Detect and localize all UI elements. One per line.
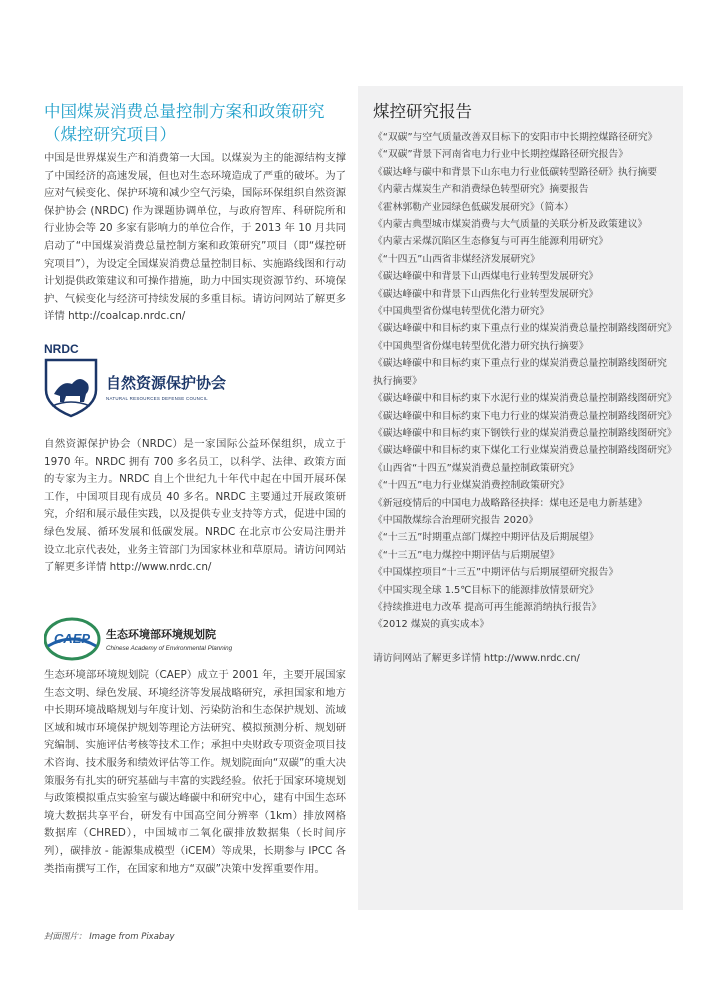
report-item: 《“双碳”与空气质量改善双目标下的安阳市中长期控煤路径研究》 bbox=[373, 132, 658, 143]
project-title-line1: 中国煤炭消费总量控制方案和政策研究 bbox=[44, 102, 325, 121]
reports-title: 煤控研究报告 bbox=[373, 102, 472, 121]
project-description: 中国是世界煤炭生产和消费第一大国。以煤炭为主的能源结构支撑了中国经济的高速发展，但也对生态环境造成了严重的破坏。为了应对气候变化、保护环境和减少空气污染，国际环保组织自然资源保护协会 (NRDC) 作为课题协调单位，与政府智库、科研院所和行业协会等 20 多家有影响力的单位合作，于 2013 年 10 月共同启动了“中国煤炭消费总量控制方案和政策研究”项目（即“煤控研究项目”），为设定全国煤炭消费总量控制目标、实施路线图和行动计划提供政策建议和可操作措施，助力中国实现资源节约、环境保护、气候变化与经济可持续发展的多重目标。请访问网站了解更多详情 http://coalcap.nrdc.cn/ bbox=[44, 152, 346, 323]
nrdc-description: 自然资源保护协会（NRDC）是一家国际公益环保组织，成立于 1970 年。NRDC 拥有 700 多名员工，以科学、法律、政策方面的专家为主力。NRDC 自上个世纪九十年代中起在中国开展环保工作，中国项目现有成员 40 多名。NRDC 主要通过开展政策研究，介绍和展示最佳实践，以及提供专业支持等方式，促进中国的绿色发展、循环发展和低碳发展。NRDC 在北京市公安局注册并设立北京代表处，业务主管部门为国家林业和草原局。请访问网站了解更多详情 http://www.nrdc.cn/ bbox=[44, 438, 346, 574]
project-title-line2: （煤控研究项目） bbox=[44, 125, 176, 144]
wave-icon bbox=[52, 402, 90, 406]
report-item: 《碳达峰碳中和目标约束下钢铁行业的煤炭消费总量控制路线图研究》 bbox=[373, 427, 677, 439]
report-item: 《中国实现全球 1.5℃目标下的能源排放情景研究》 bbox=[373, 584, 599, 596]
report-item: 《新冠疫情后的中国电力战略路径抉择：煤电还是电力新基建》 bbox=[373, 497, 648, 509]
report-item: 《“十四五”电力行业煤炭消费控制政策研究》 bbox=[373, 480, 570, 492]
caep-logo bbox=[44, 616, 294, 662]
nrdc-name-en: NATURAL RESOURCES DEFENSE COUNCIL bbox=[106, 396, 208, 401]
report-item: 《碳达峰碳中和目标约束下重点行业的煤炭消费总量控制路线图研究执行摘要》 bbox=[373, 358, 667, 387]
project-title bbox=[44, 100, 346, 146]
report-item: 《内蒙古典型城市煤炭消费与大气质量的关联分析及政策建议》 bbox=[373, 219, 648, 231]
report-item: 《2012 煤炭的真实成本》 bbox=[373, 619, 490, 631]
report-item: 《中国典型省份煤电转型优化潜力研究》 bbox=[373, 306, 550, 318]
nrdc-logo bbox=[44, 340, 294, 420]
caep-description: 生态环境部环境规划院（CAEP）成立于 2001 年，主要开展国家生态文明、绿色发展、环境经济等发展战略研究，承担国家和地方中长期环境战略规划与年度计划、污染防治和生态保护规划、流域区域和城市环境保护规划等理论方法研究、模拟预测分析、规划研究编制、实施评估考核等技术工作；承担中央财政专项资金项目技术咨询、技术服务和绩效评估等工作。规划院面向“双碳”的重大决策服务有扎实的研究基础与丰富的实践经验。依托于国家环境规划与政策模拟重点实验室与碳达峰碳中和研究中心，建有中国生态环境大数据共享平台，研发有中国高空间分辨率（1km）排放网格数据库（CHRED），中国城市二氧化碳排放数据集（长时间序列），碳排放 - 能源集成模型（iCEM）等成果，长期参与 IPCC 各类指南撰写工作，在国家和地方“双碳”决策中发挥重要作用。 bbox=[44, 669, 346, 875]
cover-image-credit: 封面图片： Image from Pixabay bbox=[44, 932, 175, 942]
polar-bear-icon bbox=[54, 379, 89, 402]
nrdc-logo-graphic bbox=[44, 340, 294, 420]
report-item: 《中国煤控项目“十三五”中期评估与后期展望研究报告》 bbox=[373, 567, 619, 579]
report-item: 《内蒙古煤炭生产和消费绿色转型研究》摘要报告 bbox=[373, 184, 589, 196]
report-item: 《山西省“十四五”煤炭消费总量控制政策研究》 bbox=[373, 462, 580, 474]
report-item: 《“十三五”时期重点部门煤控中期评估及后期展望》 bbox=[373, 532, 599, 544]
report-item: 《中国散煤综合治理研究报告 2020》 bbox=[373, 514, 539, 526]
caep-logo-graphic bbox=[44, 616, 294, 662]
nrdc-name-cn: 自然资源保护协会 bbox=[106, 374, 227, 392]
caep-name-cn: 生态环境部环境规划院 bbox=[106, 628, 216, 641]
report-item: 《碳达峰碳中和目标约束下煤化工行业煤炭消费总量控制路线图研究》 bbox=[373, 445, 677, 457]
report-item: 《碳达峰碳中和目标约束下电力行业的煤炭消费总量控制路线图研究》 bbox=[373, 410, 677, 422]
nrdc-abbr: NRDC bbox=[44, 342, 79, 356]
project-intro bbox=[44, 100, 346, 326]
report-item: 《“双碳”背景下河南省电力行业中长期控煤路径研究报告》 bbox=[373, 149, 629, 161]
report-item: 《“十四五”山西省非煤经济发展研究》 bbox=[373, 253, 540, 265]
reports-list bbox=[373, 129, 677, 634]
report-item: 《碳达峰与碳中和背景下山东电力行业低碳转型路径研》执行摘要 bbox=[373, 166, 658, 178]
caep-abbr: CAEP bbox=[53, 631, 91, 646]
report-item: 《“十三五”电力煤控中期评估与后期展望》 bbox=[373, 549, 560, 561]
caep-name-en: Chinese Academy of Environmental Planning bbox=[106, 645, 233, 652]
reports-more-link: 请访问网站了解更多详情 http://www.nrdc.cn/ bbox=[373, 652, 580, 664]
report-item: 《碳达峰碳中和目标约束下水泥行业的煤炭消费总量控制路线图研究》 bbox=[373, 393, 677, 405]
report-item: 《内蒙古采煤沉陷区生态修复与可再生能源利用研究》 bbox=[373, 236, 609, 248]
report-item: 《碳达峰碳中和目标约束下重点行业的煤炭消费总量控制路线图研究》 bbox=[373, 323, 677, 335]
report-item: 《持续推进电力改革 提高可再生能源消纳执行报告》 bbox=[373, 601, 602, 613]
report-item: 《碳达峰碳中和背景下山西焦化行业转型发展研究》 bbox=[373, 288, 599, 300]
report-item: 《霍林郭勒产业园绿色低碳发展研究》（简本） bbox=[373, 201, 574, 213]
reports-section bbox=[373, 100, 677, 667]
report-item: 《碳达峰碳中和背景下山西煤电行业转型发展研究》 bbox=[373, 271, 599, 283]
report-item: 《中国典型省份煤电转型优化潜力研究执行摘要》 bbox=[373, 340, 589, 352]
